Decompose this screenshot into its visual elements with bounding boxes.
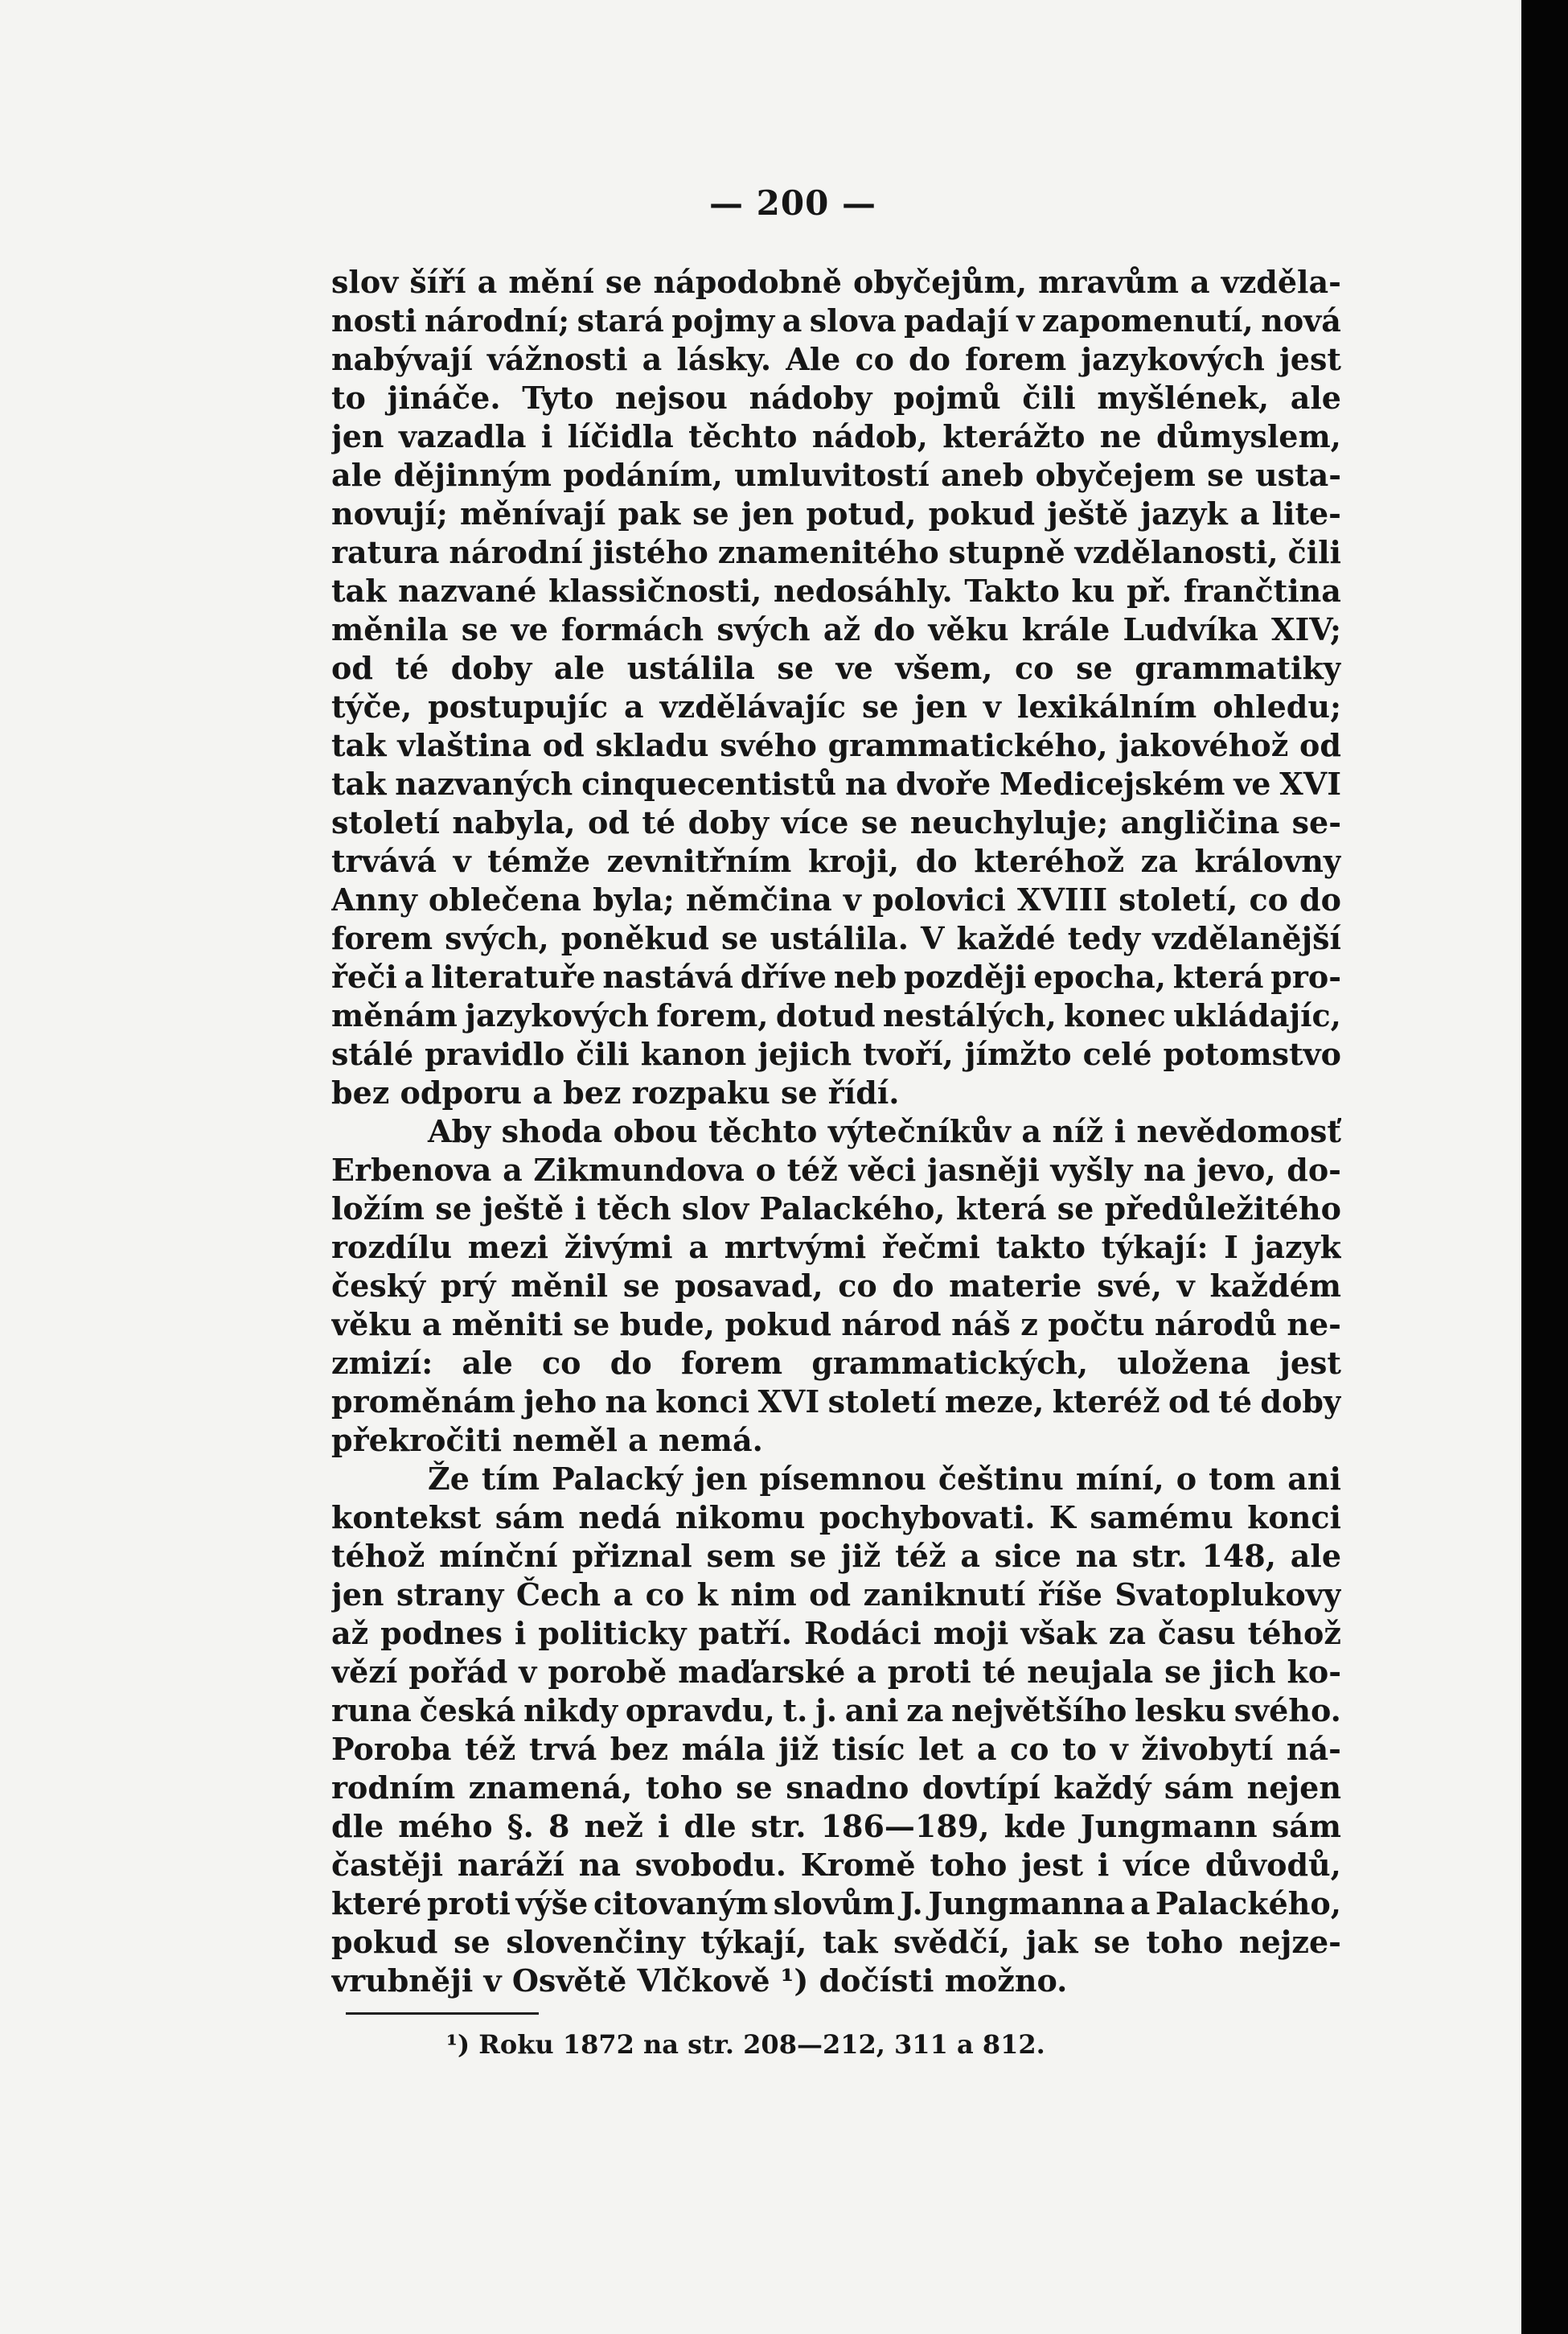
body-text (331, 263, 1341, 2000)
text-line: řeči a literatuře nastává dříve neb později epocha, která pro- (331, 959, 1341, 995)
text-line: Anny oblečena byla; němčina v polovici XVIII století, co do (331, 881, 1341, 918)
text-line: bez odporu a bez rozpaku se řídí. (331, 1075, 900, 1111)
text-line: runa česká nikdy opravdu, t. j. ani za největšího lesku svého. (331, 1692, 1341, 1728)
text-line: ratura národní jistého znamenitého stupně vzdělanosti, čili (331, 534, 1341, 570)
text-line: proměnám jeho na konci XVI století meze, kteréž od té doby (331, 1383, 1341, 1420)
text-line: které proti výše citovaným slovům J. Jungmanna a Palackého, (331, 1885, 1341, 1921)
text-line: Poroba též trvá bez mála již tisíc let a co to v živobytí ná- (331, 1731, 1341, 1767)
text-line: zmizí: ale co do forem grammatických, uložena jest (331, 1345, 1341, 1381)
text-line: novují; měnívají pak se jen potud, pokud ještě jazyk a lite- (331, 495, 1341, 532)
footnote: ¹) Roku 1872 na str. 208—212, 311 a 812. (446, 2029, 1045, 2060)
text-line: pokud se slovenčiny týkají, tak svědčí, jak se toho nejze- (331, 1924, 1341, 1960)
text-line: vrubněji v Osvětě Vlčkově ¹) dočísti možno. (331, 1962, 1068, 1999)
text-line: stálé pravidlo čili kanon jejich tvoří, jímžto celé potomstvo (331, 1036, 1341, 1072)
scan-border (1521, 0, 1568, 2334)
text-line: forem svých, poněkud se ustálila. V každé tedy vzdělanější (331, 920, 1341, 956)
text-line: měnila se ve formách svých až do věku krále Ludvíka XIV; (331, 611, 1341, 647)
text-line: týče, postupujíc a vzdělávajíc se jen v lexikálním ohledu; (331, 688, 1341, 725)
page-number: — 200 — (709, 183, 876, 223)
text-line: tak nazvané klassičnosti, nedosáhly. Takto ku př. frančtina (331, 573, 1341, 609)
text-line: Že tím Palacký jen písemnou češtinu míní, o tom ani (428, 1461, 1341, 1497)
text-line: překročiti neměl a nemá. (331, 1422, 763, 1458)
text-line: dle mého §. 8 než i dle str. 186—189, kde Jungmann sám (331, 1808, 1341, 1844)
text-line: až podnes i politicky patří. Rodáci moji však za času téhož (331, 1615, 1341, 1651)
text-line: rodním znamená, toho se snadno dovtípí každý sám nejen (331, 1769, 1341, 1806)
text-line: tak nazvaných cinquecentistů na dvoře Medicejském ve XVI (331, 766, 1341, 802)
footnote-divider (346, 2012, 539, 2015)
text-line: od té doby ale ustálila se ve všem, co se grammatiky (331, 650, 1341, 686)
text-line: český prý měnil se posavad, co do materie své, v každém (331, 1268, 1341, 1304)
text-line: vězí pořád v porobě maďarské a proti té neujala se jich ko- (331, 1654, 1341, 1690)
text-line: tak vlaština od skladu svého grammatického, jakovéhož od (331, 727, 1341, 763)
text-line: ložím se ještě i těch slov Palackého, která se předůležitého (331, 1190, 1341, 1227)
text-line: ale dějinným podáním, umluvitostí aneb obyčejem se usta- (331, 457, 1341, 493)
text-line: nabývají vážnosti a lásky. Ale co do forem jazykových jest (331, 341, 1341, 377)
text-line: rozdílu mezi živými a mrtvými řečmi takto týkají: I jazyk (331, 1229, 1341, 1265)
text-line: kontekst sám nedá nikomu pochybovati. K samému konci (331, 1499, 1341, 1535)
text-line: měnám jazykových forem, dotud nestálých, konec ukládajíc, (331, 997, 1341, 1033)
text-line: téhož mínční přiznal sem se již též a sice na str. 148, ale (331, 1538, 1341, 1574)
text-line: Aby shoda obou těchto výtečníkův a níž i nevědomosť (428, 1113, 1341, 1149)
text-line: trvává v témže zevnitřním kroji, do kteréhož za královny (331, 843, 1341, 879)
text-line: věku a měniti se bude, pokud národ náš z počtu národů ne- (331, 1306, 1341, 1342)
text-line: jen vazadla i líčidla těchto nádob, kterážto ne důmyslem, (331, 418, 1341, 454)
text-line: století nabyla, od té doby více se neuchyluje; angličina se- (331, 804, 1341, 840)
text-line: Erbenova a Zikmundova o též věci jasněji vyšly na jevo, do- (331, 1152, 1341, 1188)
text-line: častěji naráží na svobodu. Kromě toho jest i více důvodů, (331, 1847, 1341, 1883)
text-line: nosti národní; stará pojmy a slova padají v zapomenutí, nová (331, 302, 1341, 339)
text-line: slov šíří a mění se nápodobně obyčejům, mravům a vzděla- (331, 264, 1341, 300)
text-line: jen strany Čech a co k nim od zaniknutí říše Svatoplukovy (331, 1576, 1341, 1613)
text-line: to jináče. Tyto nejsou nádoby pojmů čili myšlének, ale (331, 380, 1341, 416)
